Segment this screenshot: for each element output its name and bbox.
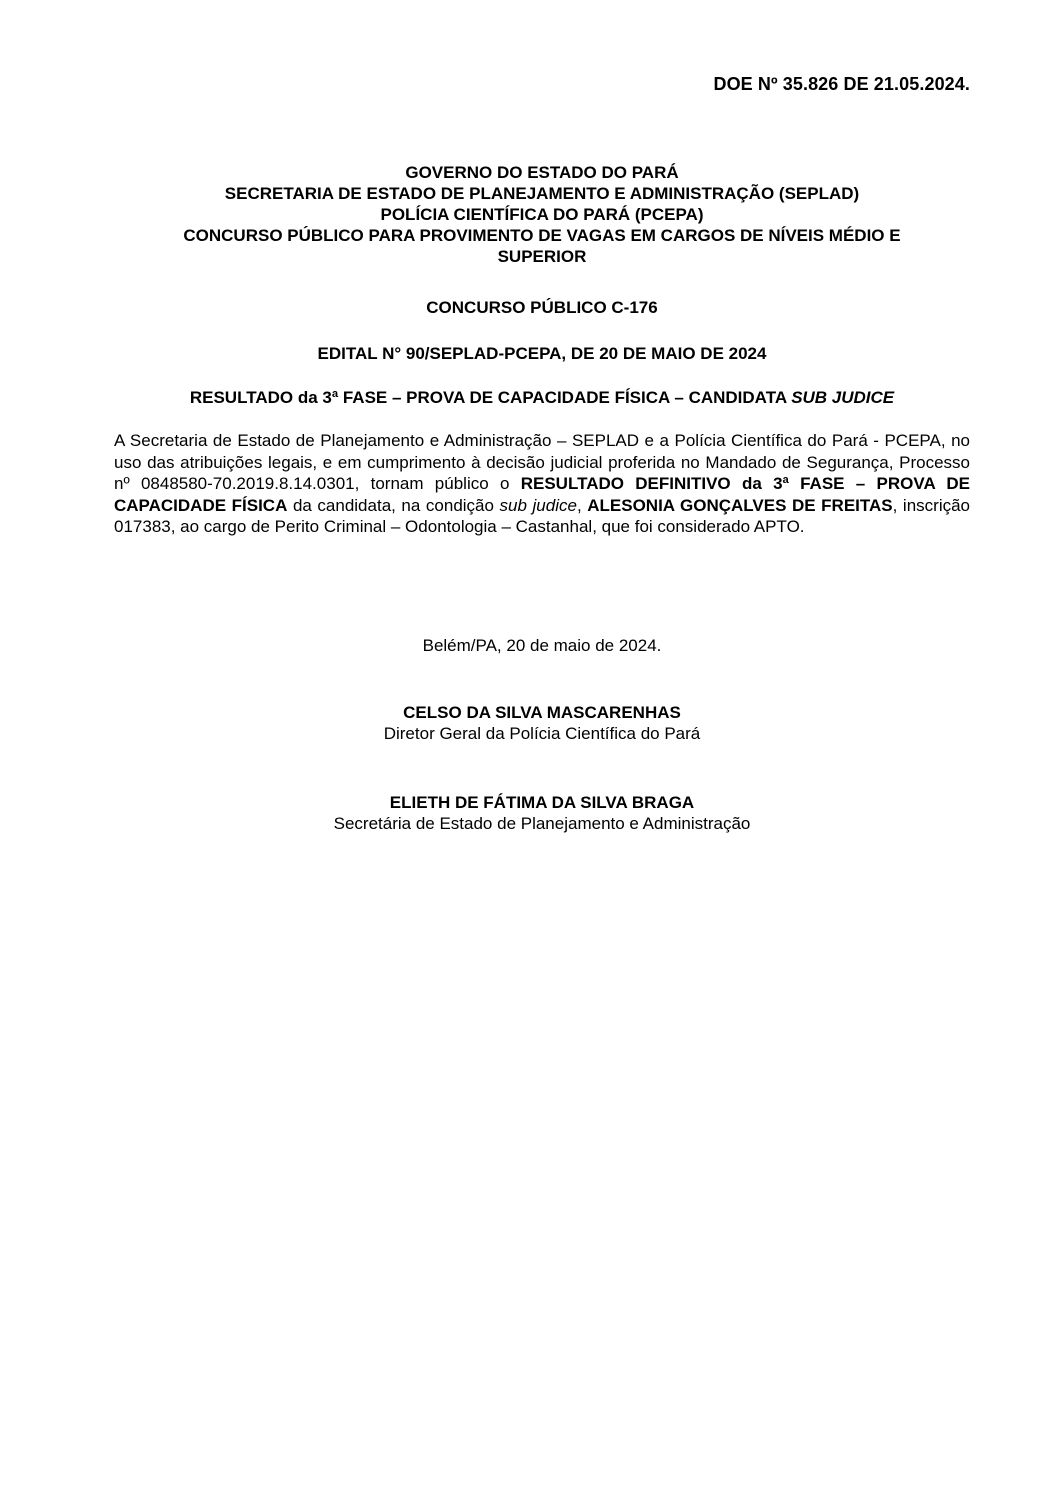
result-title: [112, 387, 972, 408]
body-bold-candidate-name: ALESONIA GONÇALVES DE FREITAS: [587, 495, 893, 515]
edital-title: EDITAL N° 90/SEPLAD-PCEPA, DE 20 DE MAIO DE 2024: [317, 344, 767, 363]
header-government: GOVERNO DO ESTADO DO PARÁ: [405, 163, 679, 182]
body-part4: , inscrição 017383, ao cargo de Perito Criminal – Odontologia – Castanhal, que foi considerado APTO.: [114, 495, 971, 536]
body-part2: da candidata, na condição: [287, 495, 500, 515]
result-title-text: RESULTADO da 3ª FASE – PROVA DE CAPACIDADE FÍSICA – CANDIDATA: [189, 388, 792, 407]
signatory-name-1: CELSO DA SILVA MASCARENHAS: [403, 703, 681, 722]
header-police: POLÍCIA CIENTÍFICA DO PARÁ (PCEPA): [380, 205, 704, 224]
contest-title: CONCURSO PÚBLICO C-176: [426, 298, 658, 317]
body-bold-result: RESULTADO DEFINITIVO da 3ª FASE – PROVA DE CAPACIDADE FÍSICA: [114, 474, 971, 515]
signature-block-1: [112, 702, 972, 744]
body-italic-sub-judice: sub judice: [499, 495, 577, 515]
body-paragraph: [114, 430, 970, 538]
body-part3: ,: [576, 495, 588, 515]
signatory-title-1: Diretor Geral da Polícia Científica do Pará: [383, 724, 701, 743]
signatory-title-2: Secretária de Estado de Planejamento e Administração: [333, 814, 751, 833]
header-contest-line1: CONCURSO PÚBLICO PARA PROVIMENTO DE VAGAS EM CARGOS DE NÍVEIS MÉDIO E: [183, 226, 901, 245]
result-title-italic: SUB JUDICE: [791, 388, 895, 407]
signatory-name-2: ELIETH DE FÁTIMA DA SILVA BRAGA: [389, 793, 695, 812]
doe-reference: DOE Nº 35.826 DE 21.05.2024.: [713, 74, 970, 94]
signature-block-2: [112, 792, 972, 834]
place-date: Belém/PA, 20 de maio de 2024.: [422, 636, 662, 655]
body-part1: A Secretaria de Estado de Planejamento e Administração – SEPLAD e a Polícia Científica do Pará - PCEPA, no uso das atribuições legais, e em cumprimento à decisão judicial proferida no Mandado de Segurança, Processo nº 0848580-70.2019.8.14.0301, tornam público o: [114, 431, 970, 493]
header-contest-line2: SUPERIOR: [497, 247, 587, 266]
header-secretariat: SECRETARIA DE ESTADO DE PLANEJAMENTO E ADMINISTRAÇÃO (SEPLAD): [224, 184, 860, 203]
document-header: [112, 162, 972, 267]
